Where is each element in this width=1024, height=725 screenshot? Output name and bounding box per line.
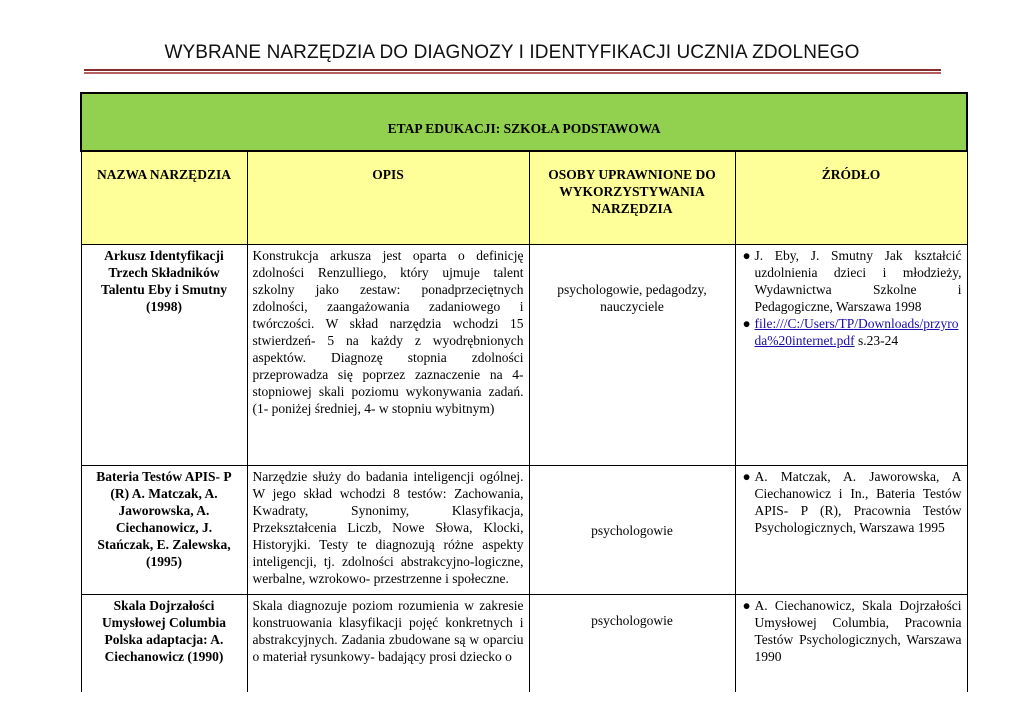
source-item xyxy=(741,468,962,536)
education-stage-header: ETAP EDUKACJI: SZKOŁA PODSTAWOWA xyxy=(81,93,967,151)
column-header-source: ŹRÓDŁO xyxy=(735,151,967,245)
source-pages: s.23-24 xyxy=(854,333,899,348)
source-item xyxy=(741,597,962,665)
page-title: WYBRANE NARZĘDZIA DO DIAGNOZY I IDENTYFIKACJI UCZNIA ZDOLNEGO xyxy=(164,42,860,63)
source-text: A. Ciechanowicz, Skala Dojrzałości Umysłowej Columbia, Pracownia Testów Psychologicznych, Warszawa 1990 xyxy=(754,598,962,664)
bullet-icon: ● xyxy=(742,469,751,484)
tool-description: Konstrukcja arkusza jest oparta o definicję zdolności Renzulliego, który ujmuje talent szkolny jako zestaw: ponadprzeciętnych zdolności, zaangażowania zadaniowego i twórczości. W skład narzędzia wchodzi 15 stwierdzeń- 5 na każdy z wyodrębnionych aspektów. Diagnozę stopnia zdolności przeprowadza się poprzez zaznaczenie na 4-stopniowej skali poziomu wykonywania zadań. (1- poniżej średniej, 4- w stopniu wybitnym) xyxy=(247,245,529,466)
tool-name: Bateria Testów APIS- P (R) A. Matczak, A. Jaworowska, A. Ciechanowicz, J. Stańczak, E. Zalewska, (1995) xyxy=(81,466,247,595)
tool-name: Arkusz Identyfikacji Trzech Składników Talentu Eby i Smutny (1998) xyxy=(81,245,247,466)
source-text: J. Eby, J. Smutny Jak kształcić uzdolnienia dzieci i młodzieży, Wydawnictwa Szkolne i Pedagogiczne, Warszawa 1998 xyxy=(754,248,962,314)
tool-name: Skala Dojrzałości Umysłowej Columbia Polska adaptacja: A. Ciechanowicz (1990) xyxy=(81,595,247,693)
column-header-authorized: OSOBY UPRAWNIONE DO WYKORZYSTYWANIA NARZĘDZIA xyxy=(529,151,735,245)
tool-description: Skala diagnozuje poziom rozumienia w zakresie konstruowania klasyfikacji pojęć konkretnych i abstrakcyjnych. Zadania zbudowane są w oparciu o materiał rysunkowy- badający prosi dziecko o xyxy=(247,595,529,693)
header-rule xyxy=(84,69,941,71)
column-header-description: OPIS xyxy=(247,151,529,245)
bullet-icon: ● xyxy=(742,248,751,263)
header-rule-secondary xyxy=(84,72,941,74)
table-row xyxy=(81,245,967,466)
source-item xyxy=(741,315,962,349)
authorized-persons: psychologowie xyxy=(529,595,735,693)
tool-source xyxy=(735,245,967,466)
tool-source xyxy=(735,595,967,693)
authorized-persons: psychologowie xyxy=(529,466,735,595)
tools-table xyxy=(80,92,968,692)
tool-description: Narzędzie służy do badania inteligencji ogólnej. W jego skład wchodzi 8 testów: Zachowania, Kwadraty, Synonimy, Klasyfikacja, Przekształcenia Liczb, Nowe Słowa, Klocki, Historyjki. Testy te diagnozują różne aspekty inteligencji, tj. zdolności abstrakcyjno-logiczne, werbalne, wzrokowo- przestrzenne i społeczne. xyxy=(247,466,529,595)
bullet-icon: ● xyxy=(742,598,751,613)
source-link[interactable]: file:///C:/Users/TP/Downloads/przyroda%20internet.pdf xyxy=(754,316,959,348)
tool-source xyxy=(735,466,967,595)
table-row xyxy=(81,466,967,595)
column-header-name: NAZWA NARZĘDZIA xyxy=(81,151,247,245)
table-row xyxy=(81,595,967,693)
bullet-icon: ● xyxy=(742,316,751,331)
tools-table-wrapper xyxy=(80,92,966,692)
source-item xyxy=(741,247,962,315)
authorized-persons: psychologowie, pedagodzy, nauczyciele xyxy=(529,245,735,466)
source-text: A. Matczak, A. Jaworowska, A Ciechanowicz i In., Bateria Testów APIS- P (R), Pracownia Testów Psychologicznych, Warszawa 1995 xyxy=(754,469,962,535)
